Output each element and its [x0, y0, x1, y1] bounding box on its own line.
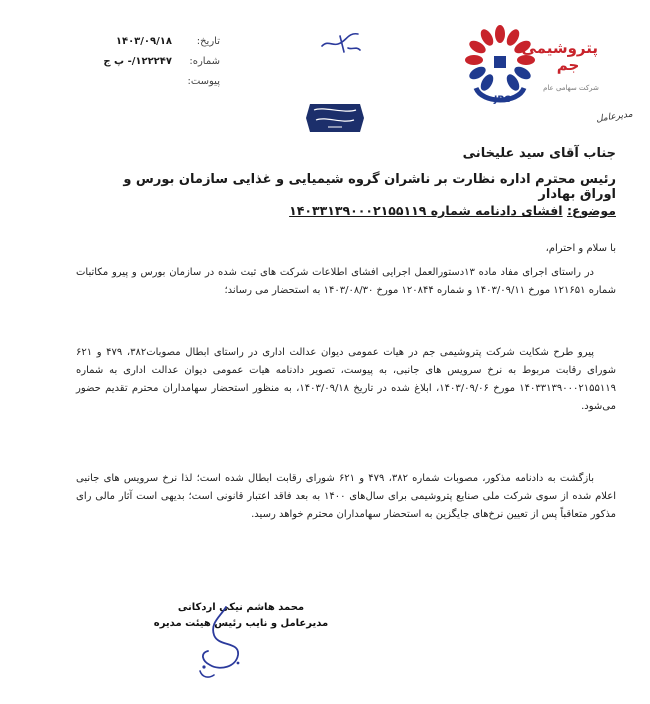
approval-scribble [318, 28, 362, 58]
signer-title: مدیرعامل و نایب رئیس هیئت مدیره [153, 618, 329, 629]
attachment-row [60, 76, 220, 96]
signer-name: محمد هاشم نیکی اردکانی [177, 602, 305, 613]
paragraph-2: پیرو طرح شکایت شرکت پتروشیمی جم در هیات عمومی دیوان عدالت اداری در راستای ابطال مصوبات۳۸۲، ۴۷۹ و ۶۲۱ شورای رقابت مربوط به نرخ سرویس های جانبی، به پیوست، تصویر دادنامه هیات عمومی دیوان عدالت اداری به شماره ۱۴۰۳۳۱۳۹۰۰۰۲۱۵۵۱۱۹ مورخ ۱۴۰۳/۰۹/۰۶، ابلاغ شده در تاریخ ۱۴۰۳/۰۹/۱۸، به منظور استحضار سهامداران محترم تقدیم حضور می‌شود. [76, 347, 616, 412]
recipient-title: رئیس محترم اداره نظارت بر ناشران گروه شیمیایی و غذایی سازمان بورس و اوراق بهادار [123, 172, 616, 202]
greeting: با سلام و احترام، [545, 243, 616, 254]
date-label: تاریخ: [196, 36, 220, 47]
attachment-label: پیوست: [187, 76, 220, 87]
paragraph-1: در راستای اجرای مفاد ماده ۱۳دستورالعمل اجرایی افشای اطلاعات شرکت های ثبت شده در سازمان بورس و پیرو مکاتبات شماره ۱۲۱۶۵۱ مورخ ۱۴۰۳/۰۹/۱۱ و شماره ۱۲۰۸۴۴ مورخ ۱۴۰۳/۰۸/۳۰ به استحضار می رساند؛ [76, 267, 616, 296]
company-abbr: JPC [494, 95, 511, 105]
paragraph-3: بازگشت به دادنامه مذکور، مصوبات شماره ۳۸۲، ۴۷۹ و ۶۲۱ شورای رقابت ابطال شده است؛ لذا نرخ سرویس های جانبی اعلام شده از سوی شرکت ملی صنایع پتروشیمی برای سال‌های ۱۴۰۰ به بعد فاقد اعتبار قانونی است؛ بدیهی است آثار مالی رای مذکور متعاقباً پس از تعیین نرخ‌های جایگزین به استحضار سهامداران محترم خواهد رسید. [76, 473, 616, 520]
company-subtitle: شرکت سهامی عام [543, 84, 599, 92]
subject-text: افشای دادنامه شماره ۱۴۰۳۳۱۳۹۰۰۰۲۱۵۵۱۱۹ [289, 203, 563, 218]
official-seal [304, 100, 366, 136]
number-value: ۱۲۲۲۴۷/- پ ج [103, 56, 172, 67]
side-note: مدیرعامل [595, 109, 634, 125]
date-value: ۱۴۰۳/۰۹/۱۸ [115, 36, 172, 47]
subject-line [96, 203, 616, 218]
handwritten-signature [180, 605, 260, 685]
number-row [60, 56, 220, 76]
recipient-name: جناب آقای سید علیخانی [462, 146, 616, 161]
company-name-fa: پتروشیمی جم [521, 39, 598, 74]
letter-meta [60, 36, 220, 96]
number-label: شماره: [189, 56, 220, 67]
subject-label: موضوع: [566, 203, 616, 218]
date-row [60, 36, 220, 56]
